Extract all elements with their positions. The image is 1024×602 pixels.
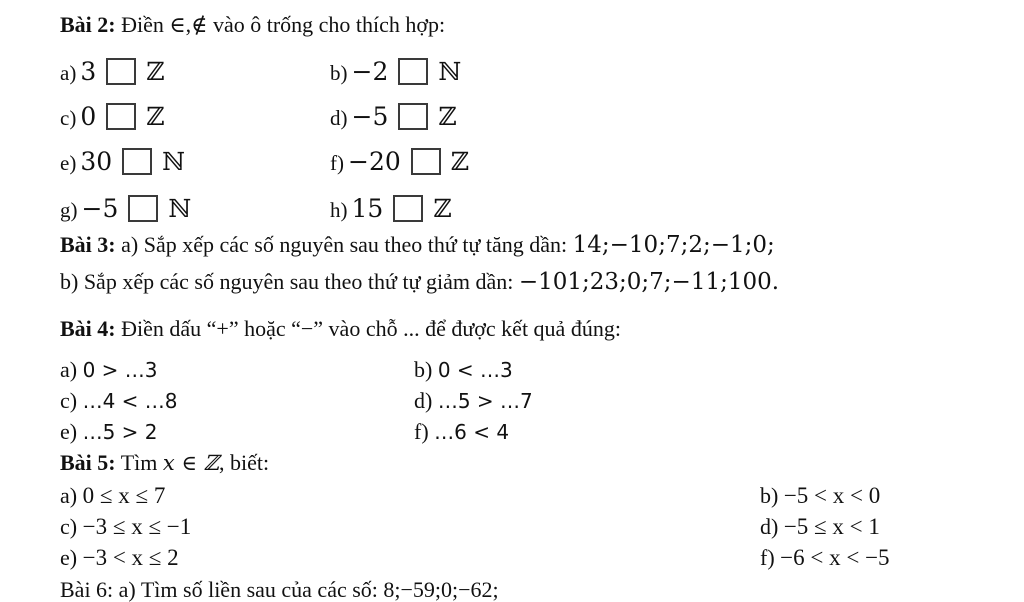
bai2-heading [60, 14, 445, 36]
bai4-item-f [414, 421, 509, 443]
item-expr: 0 ≤ x ≤ 7 [82, 483, 166, 508]
item-label: f) [330, 151, 344, 175]
item-expr: −5 < x < 0 [783, 483, 881, 508]
bai2-title: Bài 2: [60, 12, 116, 37]
bai2-instruction: Điền ∈,∉ vào ô trống cho thích hợp: [121, 12, 446, 37]
item-expr: −3 < x ≤ 2 [82, 545, 179, 570]
item-left: −5 [351, 102, 389, 131]
bai2-item-f [330, 148, 469, 175]
item-label: d) [330, 106, 348, 130]
item-label: f) [760, 545, 775, 570]
bai3-a-text: a) Sắp xếp các số nguyên sau theo thứ tự tăng dần: [121, 232, 568, 257]
item-label: c) [60, 388, 78, 413]
item-set: ℤ [433, 194, 452, 223]
item-set: ℕ [168, 194, 192, 223]
item-left: 15 [351, 194, 384, 223]
item-label: a) [60, 483, 78, 508]
bai2-item-c [60, 103, 164, 130]
item-left: −2 [351, 57, 389, 86]
item-expr: −5 ≤ x < 1 [783, 514, 880, 539]
bai4-title: Bài 4: [60, 316, 116, 341]
bai2-item-e [60, 148, 185, 175]
bai4-item-c [60, 390, 178, 412]
item-label: c) [60, 514, 78, 539]
bai4-item-b [414, 359, 513, 381]
bai5-item-a [60, 484, 165, 507]
item-label: e) [60, 151, 77, 175]
bai2-item-a [60, 58, 164, 85]
item-label: c) [60, 106, 77, 130]
bai3-a-values: 14;−10;7;2;−1;0; [572, 232, 775, 258]
item-label: a) [60, 357, 78, 382]
item-expr: …5 > …7 [437, 389, 533, 413]
bai2-item-b [330, 58, 461, 85]
item-label: e) [60, 545, 78, 570]
item-label: b) [414, 357, 433, 382]
item-label: b) [760, 483, 779, 508]
item-left: −20 [348, 147, 401, 176]
item-left: 30 [80, 147, 113, 176]
item-expr: …5 > 2 [82, 420, 158, 444]
bai5-item-f [760, 546, 890, 569]
bai3-line-a [60, 234, 775, 257]
item-expr: …4 < …8 [82, 389, 178, 413]
bai4-heading [60, 318, 621, 340]
answer-box[interactable] [106, 58, 136, 85]
answer-box[interactable] [411, 148, 441, 175]
bai3-line-b [60, 271, 779, 294]
item-set: ℤ [146, 102, 165, 131]
bai5-instruction-a: Tìm [120, 450, 163, 475]
bai5-item-c [60, 515, 191, 538]
bai3-b-text: b) Sắp xếp các số nguyên sau theo thứ tự giảm dần: [60, 269, 514, 294]
answer-box[interactable] [128, 195, 158, 222]
bai4-item-d [414, 390, 533, 412]
item-label: b) [330, 61, 348, 85]
item-left: 3 [80, 57, 97, 86]
item-expr: −6 < x < −5 [780, 545, 890, 570]
bai3-title: Bài 3: [60, 232, 116, 257]
item-label: a) [60, 61, 77, 85]
answer-box[interactable] [122, 148, 152, 175]
bai2-item-h [330, 195, 452, 222]
bai4-item-a [60, 359, 158, 381]
answer-box[interactable] [393, 195, 423, 222]
bai4-instruction: Điền dấu “+” hoặc “−” vào chỗ ... để được kết quả đúng: [121, 316, 621, 341]
item-label: f) [414, 419, 429, 444]
item-expr: …6 < 4 [434, 420, 510, 444]
bai2-item-g [60, 195, 191, 222]
answer-box[interactable] [398, 103, 428, 130]
bai6-cutoff-line: Bài 6: a) Tìm số liền sau của các số: 8;−59;0;−62; [60, 577, 499, 602]
answer-box[interactable] [398, 58, 428, 85]
item-set: ℤ [450, 147, 470, 176]
item-left: −5 [81, 194, 119, 223]
bai5-instruction-math: x ∈ ℤ [162, 451, 219, 475]
item-label: d) [760, 514, 779, 539]
item-left: 0 [80, 102, 97, 131]
bai5-instruction-b: , biết: [218, 450, 270, 475]
bai2-item-d [330, 103, 457, 130]
bai4-item-e [60, 421, 158, 443]
item-label: d) [414, 388, 433, 413]
item-label: h) [330, 198, 348, 222]
item-expr: 0 < …3 [437, 358, 513, 382]
item-set: ℤ [438, 102, 457, 131]
item-expr: −3 ≤ x ≤ −1 [82, 514, 192, 539]
item-label: g) [60, 198, 78, 222]
bai5-item-d [760, 515, 880, 538]
item-label: e) [60, 419, 78, 444]
bai5-item-e [60, 546, 179, 569]
item-set: ℤ [146, 57, 165, 86]
bai5-item-b [760, 484, 880, 507]
answer-box[interactable] [106, 103, 136, 130]
bai5-heading [60, 452, 269, 474]
bai3-b-values: −101;23;0;7;−11;100. [518, 269, 780, 295]
item-expr: 0 > …3 [82, 358, 158, 382]
item-set: ℕ [438, 57, 462, 86]
item-set: ℕ [162, 147, 185, 176]
bai5-title: Bài 5: [60, 450, 116, 475]
cropped-previous-line [0, 0, 1024, 4]
